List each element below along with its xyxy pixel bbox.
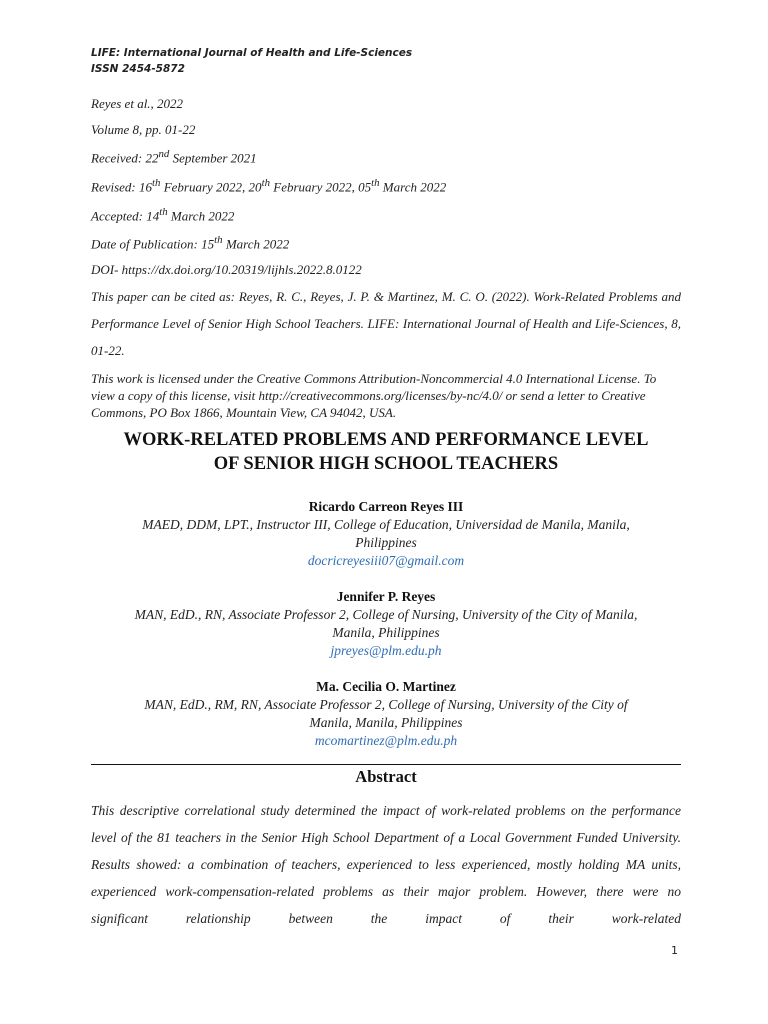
author-affiliation: Manila, Philippines — [332, 625, 440, 640]
author-affiliation: Philippines — [355, 535, 417, 550]
license-text: This work is licensed under the Creative Commons Attribution-Noncommercial 4.0 International License. To view a copy of this license, visit http://creativecommons.org/licenses/by-nc/4.0/ or send a letter to Creative Commons, PO Box 1866, Mountain View, CA 94042, USA. — [91, 370, 657, 420]
journal-header — [91, 45, 412, 77]
page-number: 1 — [671, 944, 678, 957]
author-list — [91, 498, 681, 768]
author-affiliation: MAED, DDM, LPT., Instructor III, College of Education, Universidad de Manila, Manila, — [142, 517, 630, 532]
abstract-divider — [91, 764, 681, 765]
author-email-link[interactable]: jpreyes@plm.edu.ph — [330, 643, 442, 658]
article-metadata — [91, 91, 681, 421]
paper-title-line-1: WORK-RELATED PROBLEMS AND PERFORMANCE LEVEL — [123, 430, 649, 450]
author-affiliation: MAN, EdD., RM, RN, Associate Professor 2, College of Nursing, University of the City of — [144, 697, 628, 712]
journal-issn: ISSN 2454-5872 — [91, 63, 185, 75]
doi-link[interactable]: DOI- https://dx.doi.org/10.20319/lijhls.2022.8.0122 — [91, 262, 362, 278]
abstract-text: This descriptive correlational study determined the impact of work-related problems on the performance level of the 81 teachers in the Senior High School Department of a Local Government Funded University. Results showed: a combination of teachers, experienced to less experienced, mostly holding MA units, experienced work-compensation-related problems as their major problem. However, there were no significant relationship between the impact of their work-related — [91, 803, 681, 926]
author-affiliation: MAN, EdD., RN, Associate Professor 2, College of Nursing, University of the City of Manila, — [134, 607, 638, 622]
accepted-date: Accepted: 14th March 2022 — [91, 205, 235, 223]
authors-short: Reyes et al., 2022 — [91, 96, 184, 111]
received-date: Received: 22nd September 2021 — [91, 148, 257, 166]
publication-date: Date of Publication: 15th March 2022 — [91, 234, 290, 252]
author-name: Ma. Cecilia O. Martinez — [316, 679, 456, 694]
author-email-link[interactable]: mcomartinez@plm.edu.ph — [314, 733, 458, 748]
author-email-link[interactable]: docricreyesiii07@gmail.com — [307, 553, 465, 568]
author-name: Jennifer P. Reyes — [336, 589, 436, 604]
author-block — [91, 588, 681, 660]
author-block — [91, 498, 681, 570]
author-affiliation: Manila, Manila, Philippines — [309, 715, 463, 730]
paper-title-line-2: OF SENIOR HIGH SCHOOL TEACHERS — [213, 454, 559, 474]
author-block — [91, 678, 681, 750]
abstract-heading: Abstract — [355, 767, 417, 786]
paper-title — [91, 428, 681, 476]
journal-name: LIFE: International Journal of Health and Life-Sciences — [91, 47, 413, 59]
citation-text: This paper can be cited as: Reyes, R. C., Reyes, J. P. & Martinez, M. C. O. (2022). Work-Related Problems and Performance Level of Senior High School Teachers. LIFE: International Journal of Health and Life-Sciences, 8, 01-22. — [91, 288, 681, 358]
volume-pages: Volume 8, pp. 01-22 — [91, 121, 196, 137]
author-name: Ricardo Carreon Reyes III — [308, 499, 464, 514]
revised-dates: Revised: 16th February 2022, 20th February 2022, 05th March 2022 — [91, 176, 447, 195]
